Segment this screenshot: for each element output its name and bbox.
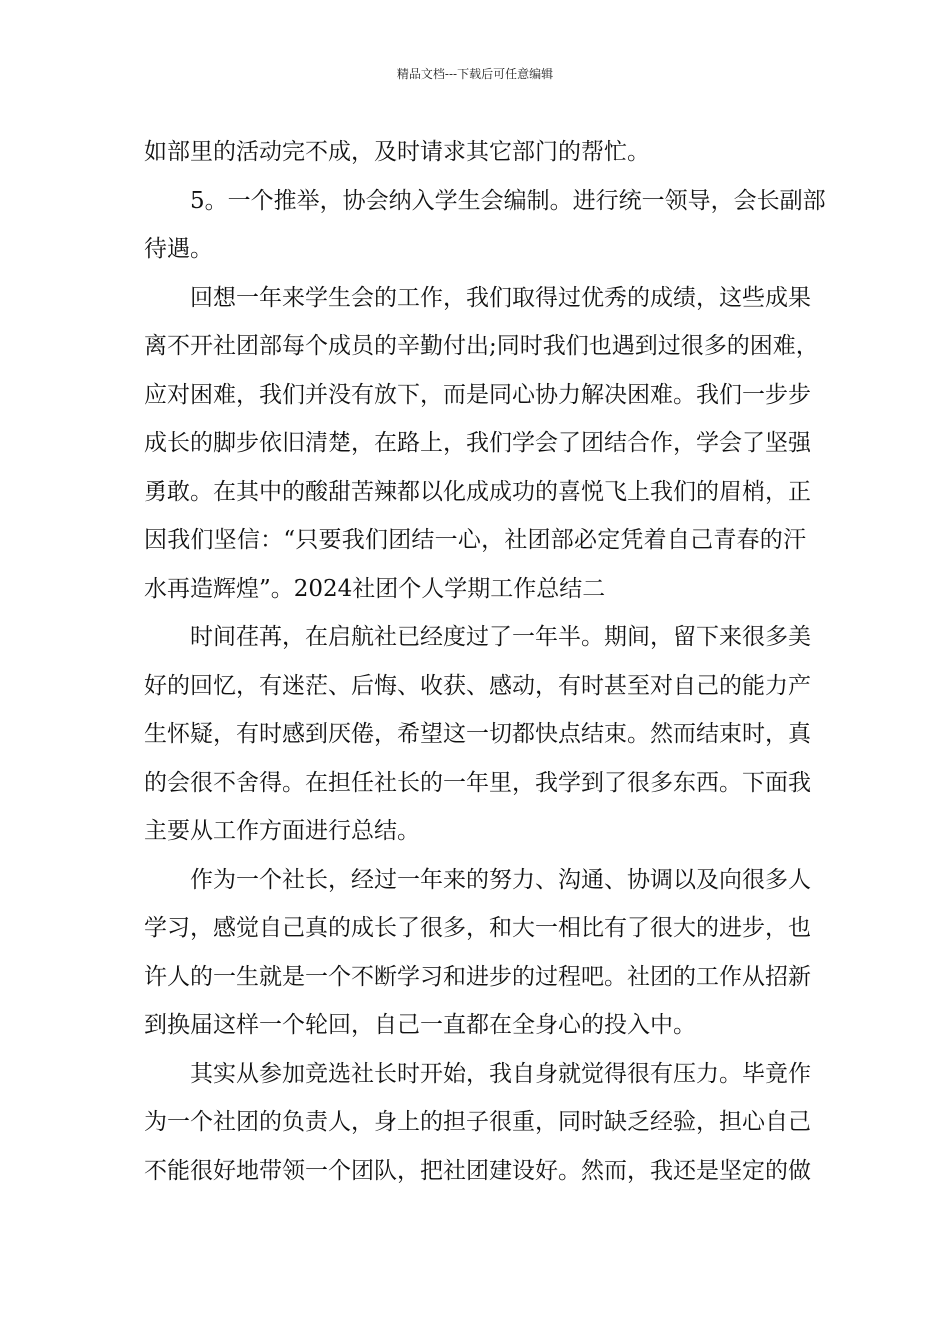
text-line: 勇敢。在其中的酸甜苦辣都以化成成功的喜悦飞上我们的眉梢，正 [144, 478, 811, 505]
text-line: 生怀疑，有时感到厌倦，希望这一切都快点结束。然而结束时，真 [144, 721, 811, 747]
text-line: 离不开社团部每个成员的辛勤付出;同时我们也遇到过很多的困难， [144, 333, 819, 359]
text-line: 为一个社团的负责人，身上的担子很重，同时缺乏经验，担心自己 [144, 1109, 811, 1135]
text-line: 回想一年来学生会的工作，我们取得过优秀的成绩，这些成果 [190, 284, 811, 311]
text-line: 的会很不舍得。在担任社长的一年里，我学到了很多东西。下面我 [144, 769, 811, 796]
text-line: 许人的一生就是一个不断学习和进步的过程吧。社团的工作从招新 [144, 963, 811, 990]
text-line: 待遇。 [144, 236, 213, 262]
text-line: 主要从工作方面进行总结。 [144, 818, 420, 844]
page-header: 精品文档---下载后可任意编辑 [396, 67, 554, 81]
text-line: 应对困难，我们并没有放下，而是同心协力解决困难。我们一步步 [144, 381, 811, 408]
text-line: 到换届这样一个轮回，自己一直都在全身心的投入中。 [144, 1012, 696, 1038]
text-line: 如部里的活动完不成，及时请求其它部门的帮忙。 [144, 139, 650, 165]
text-line: 好的回忆，有迷茫、后悔、收获、感动，有时甚至对自己的能力产 [144, 672, 811, 699]
text-line: 水再造辉煌”。2024社团个人学期工作总结二 [144, 575, 606, 602]
text-line: 5。一个推举，协会纳入学生会编制。进行统一领导，会长副部 [190, 187, 826, 214]
text-line: 时间荏苒，在启航社已经度过了一年半。期间，留下来很多美 [190, 624, 811, 650]
text-line: 其实从参加竞选社长时开始，我自身就觉得很有压力。毕竟作 [190, 1060, 811, 1087]
text-line: 不能很好地带领一个团队，把社团建设好。然而，我还是坚定的做 [144, 1157, 811, 1184]
text-line: 作为一个社长，经过一年来的努力、沟通、协调以及向很多人 [190, 866, 811, 893]
document-body [144, 128, 826, 1195]
text-line: 成长的脚步依旧清楚，在路上，我们学会了团结合作，学会了坚强 [144, 430, 811, 456]
text-line: 因我们坚信：“只要我们团结一心，社团部必定凭着自己青春的汗 [144, 527, 806, 553]
text-line: 学习，感觉自己真的成长了很多，和大一相比有了很大的进步，也 [144, 915, 811, 941]
